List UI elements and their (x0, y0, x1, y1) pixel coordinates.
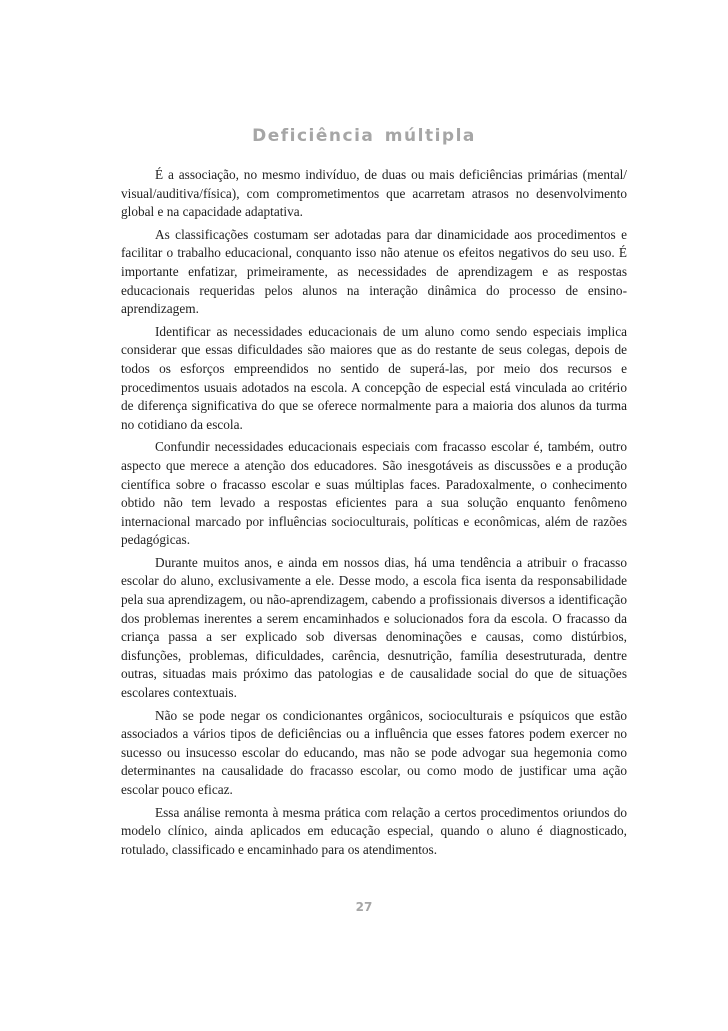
paragraph-7: Essa análise remonta à mesma prática com relação a certos procedimentos oriundos do modelo clínico, ainda aplicados em educação especial, quando o aluno é diagnosticado, rotulado, classificado e encaminhado para os atendimentos. (121, 804, 627, 857)
section-title: Deficiência múltipla (252, 126, 476, 146)
paragraph-6: Não se pode negar os condicionantes orgânicos, socioculturais e psíquicos que estão associados a vários tipos de deficiências ou a influência que esses fatores podem exercer no sucesso ou insucesso escolar do educando, mas não se pode advogar sua hegemonia como determinantes na causalidade do fracasso escolar, ou como modo de justificar uma ação escolar pouco eficaz. (121, 707, 627, 797)
paragraph-1: É a associação, no mesmo indivíduo, de duas ou mais deficiências primárias (mental/ visual/auditiva/física), com comprometimentos que acarretam atrasos no desenvolvimento global e na capacidade adaptativa. (121, 167, 627, 220)
paragraph-3: Identificar as necessidades educacionais de um aluno como sendo especiais implica considerar que essas dificuldades são maiores que as do restante de seus colegas, depois de todos os esforços empreendidos no sentido de superá-las, por meio dos recursos e procedimentos usuais adotados na escola. A concepção de especial está vinculada ao critério de diferença significativa do que se oferece normalmente para a maioria dos alunos da turma no cotidiano da escola. (121, 323, 627, 432)
page-number: 27 (355, 900, 373, 914)
paragraph-2: As classificações costumam ser adotadas para dar dinamicidade aos procedimentos e facilitar o trabalho educacional, conquanto isso não atenue os efeitos negativos do seu uso. É importante enfatizar, primeiramente, as necessidades de aprendizagem e as respostas educacionais requeridas pelos alunos na interação dinâmica do processo de ensino-aprendizagem. (121, 226, 627, 317)
body-text (121, 166, 627, 863)
paragraph-5: Durante muitos anos, e ainda em nossos dias, há uma tendência a atribuir o fracasso escolar do aluno, exclusivamente a ele. Desse modo, a escola fica isenta da responsabilidade pela sua aprendizagem, ou não-aprendizagem, cabendo a profissionais diversos a identificação dos problemas inerentes a serem encaminhados e solucionados fora da escola. O fracasso da criança passa a ser explicado sob diversas denominações e causas, como distúrbios, disfunções, problemas, dificuldades, carência, desnutrição, família desestruturada, dentre outras, situadas mais próximo das patologias e de causalidade social do que de situações escolares contextuais. (121, 554, 627, 701)
paragraph-4: Confundir necessidades educacionais especiais com fracasso escolar é, também, outro aspecto que merece a atenção dos educadores. São inesgotáveis as discussões e a produção científica sobre o fracasso escolar e suas múltiplas faces. Paradoxalmente, o conhecimento obtido não tem levado a respostas eficientes para a sua solução enquanto fenômeno internacional marcado por influências socioculturais, políticas e econômicas, além de razões pedagógicas. (121, 439, 627, 548)
